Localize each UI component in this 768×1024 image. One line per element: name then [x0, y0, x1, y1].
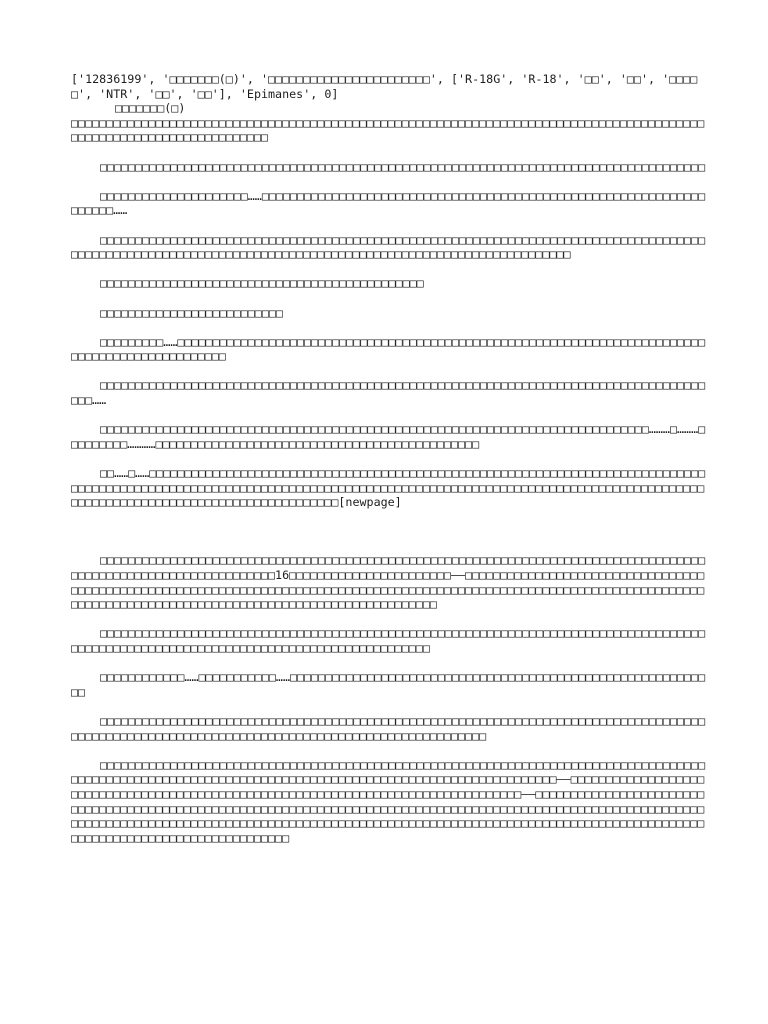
document-title: □□□□□□□(□) — [115, 101, 186, 116]
paragraph: □□□□□□□□□□□□□□□□□□□□□□□□□□□□□□□□□□□□□□□□□□□□□□□□□□□□□□□□□□□□□□□□□□□□□□□□□□□□□□………□………□□□□□□□□□…………□□□□□□□□□□□□□□□□□□□□□□□□□□□□□□□□□□□□□□□□□□□□□□ — [71, 422, 706, 451]
paragraph: □□……□……□□□□□□□□□□□□□□□□□□□□□□□□□□□□□□□□□□□□□□□□□□□□□□□□□□□□□□□□□□□□□□□□□□□□□□□□□□□□□□□□□□□□□□□□□□□□□□□□□□□□□□□□□□□□□□□□□□□□□□□□□□□□□□□□□□□□□□□□□□□□□□□□□□□□□□□□□□□□□□□□□□□□□□□□□□□□□□□□□□□□□□□□□□□□□□□□□□□□□□□□□□□□□□□[newpage] — [71, 466, 706, 510]
metadata-header: ['12836199', '□□□□□□□(□)', '□□□□□□□□□□□□□□□□□□□□□□□', ['R-18G', 'R-18', '□□', '□□', '□□□□□', 'NTR', '□□', '□□'], 'Epimanes', 0] — [71, 72, 698, 101]
paragraph: □□□□□□□□□□□□□□□□□□□□□□□□□□□□□□□□□□□□□□□□□□□□□□□□□□□□□□□□□□□□□□□□□□□□□□□□□□□□□□□□□□□□□□□□□□□□□□□□□□□□□□□□□□□□□□□□□□□□□□□□□□□□□□□□□□□□□□□□□□□□□□□□□□□□□□□□□□□——□□□□□□□□□□□□□□□□□□□□□□□□□□□□□□□□□□□□□□□□□□□□□□□□□□□□□□□□□□□□□□□□□□□□□□□□□□□□□□□□□□□——□□□□□□□□□□□□□□□□□□□□□□□□□□□□□□□□□□□□□□□□□□□□□□□□□□□□□□□□□□□□□□□□□□□□□□□□□□□□□□□□□□□□□□□□□□□□□□□□□□□□□□□□□□□□□□□□□□□□□□□□□□□□□□□□□□□□□□□□□□□□□□□□□□□□□□□□□□□□□□□□□□□□□□□□□□□□□□□□□□□□□□□□□□□□□□□□□□□□□□□□□□□□□□□□□□□□□□□□□□□□□□□□□□□□□□□□□□□ — [71, 757, 706, 845]
paragraph: □□□□□□□□□□□□□□□□□□□□□□□□□□□□□□□□□□□□□□□□□□□□□□□□□□□□□□□□□□□□□□□□□□□□□□□□□□□□□□□□□□□□□□□□□…… — [71, 378, 706, 408]
paragraph: □□□□□□□□□□□□□□□□□□□□□□□□□□□□□□□□□□□□□□□□□□□□□□□□□□□□□□□□□□□□□□□□□□□□□□□□□□□□□□□□□□□□□□□□□□□□□□□□□□□□□□□□□□□□□□□□□□□16□□□□□□□□□□□□□□□□□□□□□□□——□□□□□□□□□□□□□□□□□□□□□□□□□□□□□□□□□□□□□□□□□□□□□□□□□□□□□□□□□□□□□□□□□□□□□□□□□□□□□□□□□□□□□□□□□□□□□□□□□□□□□□□□□□□□□□□□□□□□□□□□□□□□□□□□□□□□□□□□□□□□□□□□□□□□□□□□□□□□□□□□□□□□□□□□□□□□□□□□ — [71, 553, 706, 612]
paragraph: □□□□□□□□□□□□□□□□□□□□□□□□□□□□□□□□□□□□□□□□□□□□□□□□□□□□□□□□□□□□□□□□□□□□□□□□□□□□□□□□□□□□□□□□□□□□□□□□□□□□□□□□□□□□□□□□□□□□□□□□□□□□□□□□□□□□□□□□□ — [71, 626, 706, 655]
page-break-spacer — [71, 524, 711, 553]
paragraph: □□□□□□□□□□□□……□□□□□□□□□□□……□□□□□□□□□□□□□□□□□□□□□□□□□□□□□□□□□□□□□□□□□□□□□□□□□□□□□□□□□□□□□ — [71, 670, 706, 699]
paragraph: □□□□□□□□□□□□□□□□□□□□□□□□□□□□□□□□□□□□□□□□□□□□□□□□□□□□□□□□□□□□□□□□□□□□□□□□□□□□□□□□□□□□□□□□□□□□□□□□□□□□□□□□□□□□□□□□□□□□□□□□□□□□□□□□□□□□□□□□□□□□□□□□□□□□□□□□□□□□□ — [71, 232, 706, 262]
paragraph: □□□□□□□□□□□□□□□□□□□□□□□□□□□□□□□□□□□□□□□□□□□□□□□□□□□□□□□□□□□□□□□□□□□□□□□□□□□□□□□□□□□□□□□□□□□□□□□□□□□□□□□□□□□□□□□□□□□□□□□□□□□□□□□□□□□□□□□□□□□□□□□□□ — [71, 713, 706, 743]
paragraph: □□□□□□□□□□□□□□□□□□□□□□□□□□□□□□□□□□□□□□□□□□□□□□□□□□□□□□□□□□□□□□□□□□□□□□□□□□□□□□□□□□□□□□□□□□□□□□□□□□□□□□□□□□□□□□□□□□□□□□ — [71, 115, 705, 145]
paragraph: □□□□□□□□□□□□□□□□□□□□□□□□□□□□□□□□□□□□□□□□□□□□□□□□□□□□□□□□□□□□□□□□□□□□□□□□□□□□□□□□□□□□□□ — [100, 159, 706, 174]
paragraph: □□□□□□□□□□□□□□□□□□□□□□□□□□□□□□□□□□□□□□□□□□□□□□ — [100, 276, 424, 291]
paragraph: □□□□□□□□□……□□□□□□□□□□□□□□□□□□□□□□□□□□□□□□□□□□□□□□□□□□□□□□□□□□□□□□□□□□□□□□□□□□□□□□□□□□□□□□□□□□□□□□□□□□□□□□□□□ — [71, 334, 706, 364]
paragraph: □□□□□□□□□□□□□□□□□□□□□□□□□□ — [100, 305, 283, 320]
paragraph: □□□□□□□□□□□□□□□□□□□□□……□□□□□□□□□□□□□□□□□□□□□□□□□□□□□□□□□□□□□□□□□□□□□□□□□□□□□□□□□□□□□□□□□□□□□…… — [71, 188, 706, 218]
document-page — [71, 72, 711, 860]
